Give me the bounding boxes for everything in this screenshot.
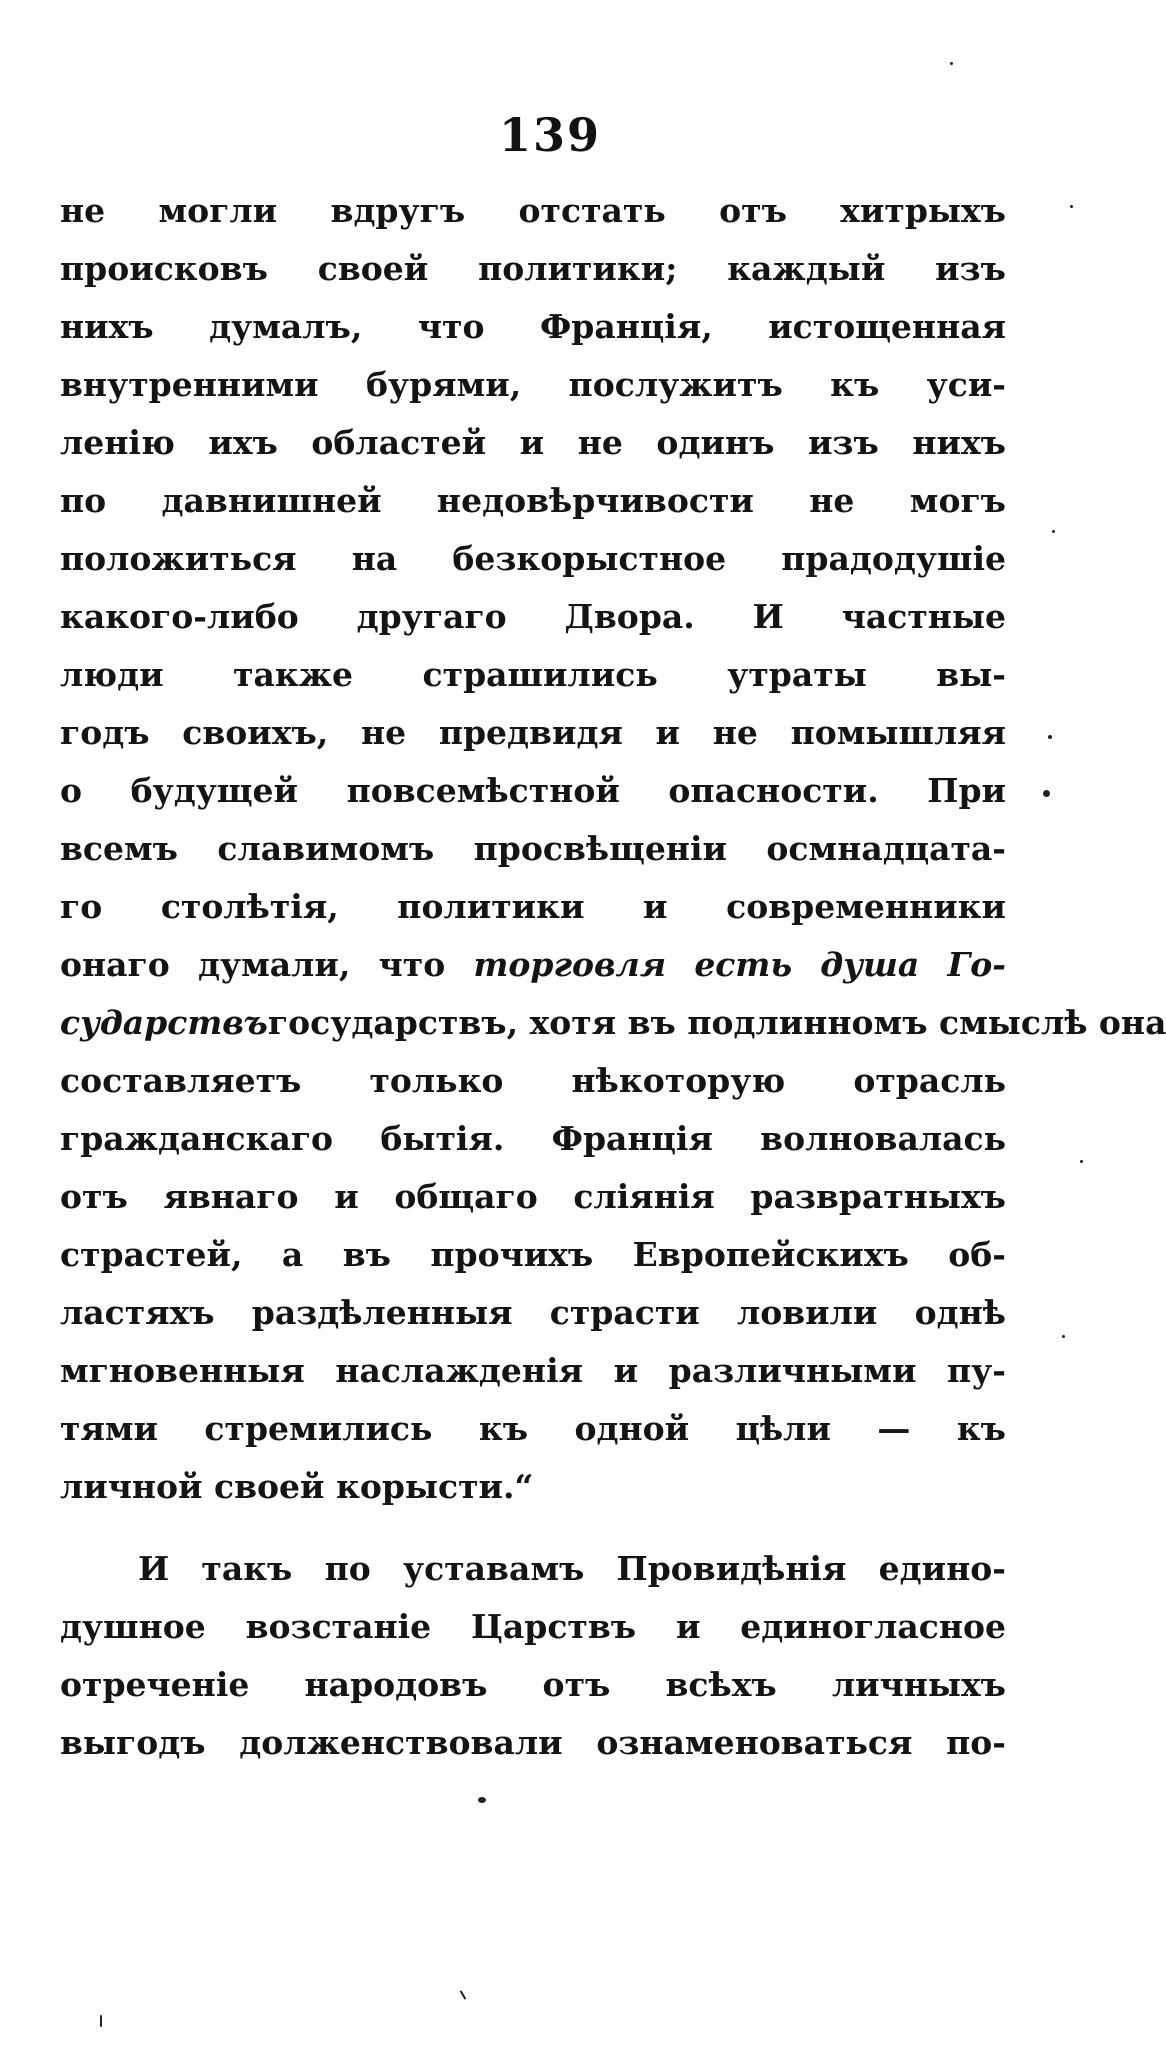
text-line: И такъ по уставамъ Провидѣнія едино- [138,1549,1006,1588]
paragraph-gap [60,1516,1006,1540]
text-line-with-italic [60,936,1006,994]
text-line: душное возстаніе Царствъ и единогласное [60,1607,1006,1646]
text-fragment: государствъ, хотя въ подлинномъ смыслѣ она [267,1003,1166,1042]
text-line: внутренними бурями, послужитъ къ уси- [60,365,1006,404]
text-line: нихъ думалъ, что Франція, истощенная [60,307,1006,346]
body-text [60,182,1166,1772]
text-line: тями стремились къ одной цѣли — къ [60,1409,1006,1448]
text-line: отъ явнаго и общаго сліянія развратныхъ [60,1177,1006,1216]
text-line: о будущей повсемѣстной опасности. При [60,771,1006,810]
text-line: личной своей корысти.“ [60,1467,534,1506]
text-line: не могли вдругъ отстать отъ хитрыхъ [60,191,1006,230]
scan-speck [1052,530,1055,533]
scan-speck [478,1797,486,1803]
text-line-with-italic [60,994,1166,1052]
page-number: 139 [498,108,602,162]
text-line: всемъ славимомъ просвѣщеніи осмнадцата- [60,829,1006,868]
text-line: какого-либо другаго Двора. И частные [60,597,1006,636]
text-line: положиться на безкорыстное прадодушіе [60,539,1006,578]
text-line: страстей, а въ прочихъ Европейскихъ об- [60,1235,1006,1274]
scan-speck [1043,790,1050,797]
italic-phrase: сударствъ [60,1003,268,1042]
text-line: по давнишней недовѣрчивости не могъ [60,481,1006,520]
text-line: гражданскаго бытія. Франція волновалась [60,1119,1006,1158]
text-line: ленію ихъ областей и не одинъ изъ нихъ [60,423,1006,462]
text-line: происковъ своей политики; каждый изъ [60,249,1006,288]
paragraph-1 [60,182,1166,1516]
scan-speck [1048,735,1052,739]
text-line: выгодъ долженствовали ознаменоваться по- [60,1723,1006,1762]
text-line: мгновенныя наслажденія и различными пу- [60,1351,1006,1390]
italic-phrase: торговля есть душа Го- [473,945,1006,984]
paragraph-2 [60,1540,1006,1772]
text-line: люди также страшились утраты вы- [60,655,1006,694]
scan-speck [1062,1335,1065,1338]
scan-speck [100,2015,102,2027]
text-fragment: онаго думали, что [60,945,446,984]
text-line: го столѣтія, политики и современники [60,887,1006,926]
scan-speck [1080,1160,1083,1163]
scan-speck [950,62,953,65]
text-line: составляетъ только нѣкоторую отрасль [60,1061,1006,1100]
scan-speck [1070,205,1073,208]
text-line: ластяхъ раздѣленныя страсти ловили однѣ [60,1293,1006,1332]
scan-speck [460,1990,467,2000]
text-line: отреченіе народовъ отъ всѣхъ личныхъ [60,1665,1006,1704]
text-line: годъ своихъ, не предвидя и не помышляя [60,713,1006,752]
